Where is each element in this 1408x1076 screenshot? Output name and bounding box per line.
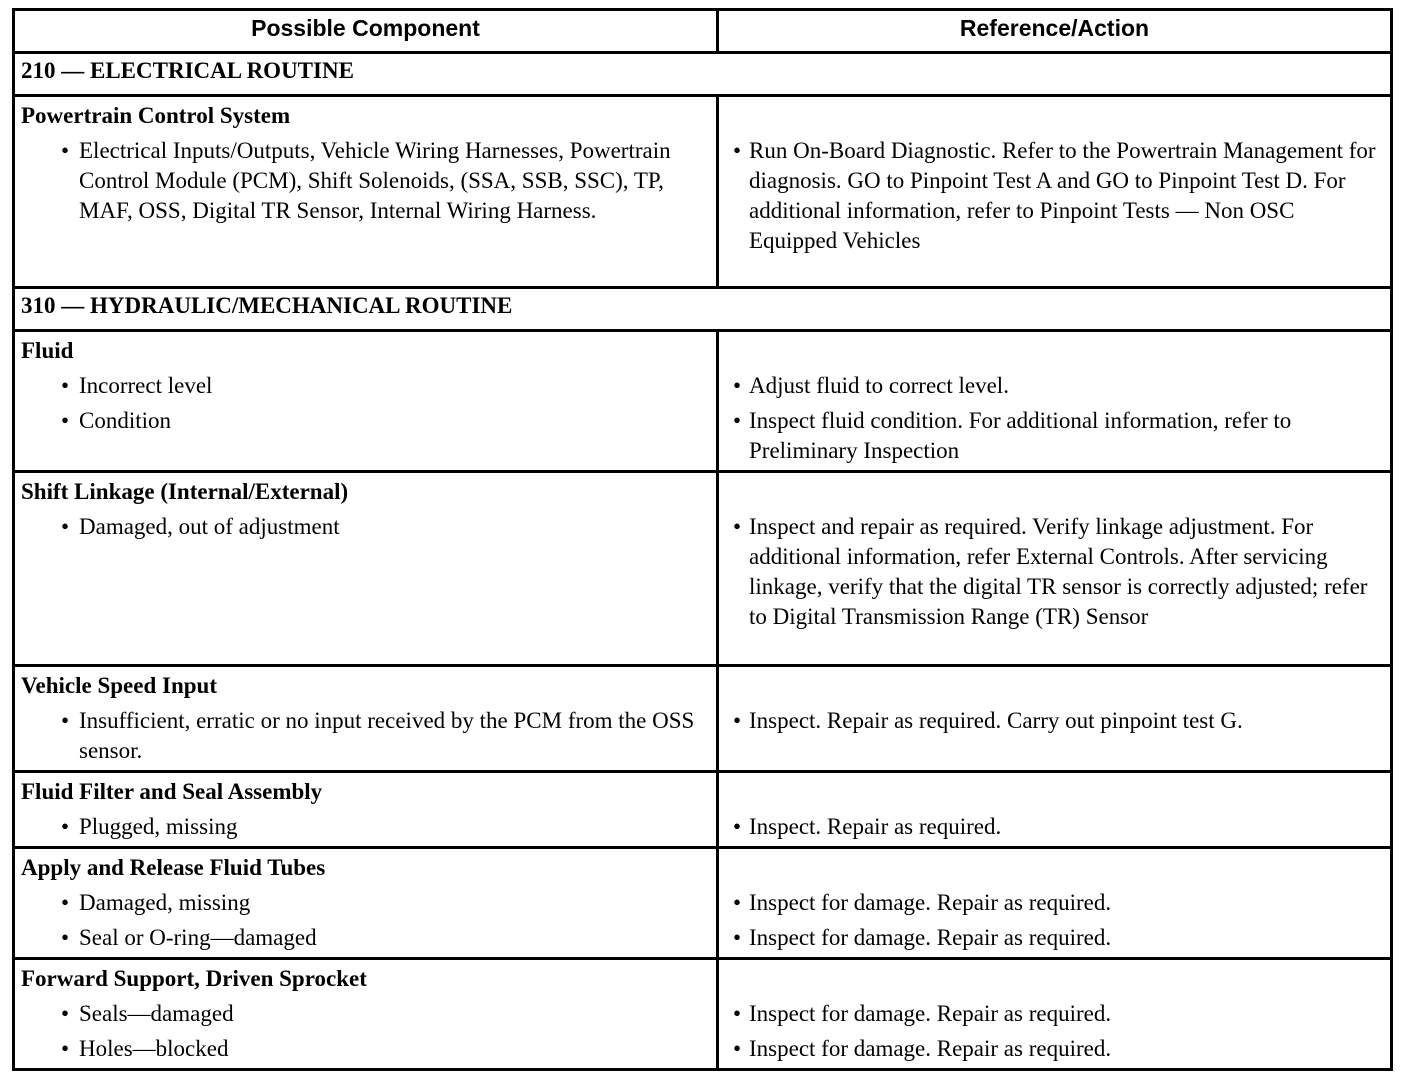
action-cell: [718, 959, 1392, 1070]
component-cell: [14, 959, 718, 1070]
action-item: • Run On-Board Diagnostic. Refer to the Powertrain Management for diagnosis. GO to Pinpoint Test A and GO to Pinpoint Test D. For additional information, refer to Pinpoint Tests — Non OSC Equipped Vehicles: [725, 136, 1384, 256]
action-cell: [718, 472, 1392, 666]
action-cell: [718, 96, 1392, 288]
component-item: • Plugged, missing: [21, 812, 710, 842]
component-title: Shift Linkage (Internal/External): [21, 479, 349, 504]
component-item: • Condition: [21, 406, 710, 436]
component-cell: [14, 96, 718, 288]
component-title: Apply and Release Fluid Tubes: [21, 855, 326, 880]
table-row: [14, 331, 1392, 472]
table-row: [14, 772, 1392, 848]
component-title: Forward Support, Driven Sprocket: [21, 966, 367, 991]
header-row: [14, 10, 1392, 53]
section-row-hydraulic: [14, 288, 1392, 331]
component-item: • Insufficient, erratic or no input received by the PCM from the OSS sensor.: [21, 706, 710, 766]
diagnosis-table: [12, 8, 1393, 1071]
action-item: • Inspect. Repair as required. Carry out pinpoint test G.: [725, 706, 1384, 736]
action-item: • Inspect for damage. Repair as required.: [725, 999, 1384, 1029]
action-cell: [718, 848, 1392, 959]
section-title-electrical: 210 — ELECTRICAL ROUTINE: [14, 53, 1392, 96]
component-cell: [14, 331, 718, 472]
action-cell: [718, 772, 1392, 848]
table-row: [14, 472, 1392, 666]
action-item: • Inspect for damage. Repair as required.: [725, 923, 1384, 953]
component-title: Fluid Filter and Seal Assembly: [21, 779, 323, 804]
component-item: • Seal or O-ring—damaged: [21, 923, 710, 953]
component-item: • Incorrect level: [21, 371, 710, 401]
section-title-hydraulic: 310 — HYDRAULIC/MECHANICAL ROUTINE: [14, 288, 1392, 331]
component-cell: [14, 848, 718, 959]
table-row: [14, 666, 1392, 772]
action-item: • Inspect for damage. Repair as required.: [725, 888, 1384, 918]
component-item: • Holes—blocked: [21, 1034, 710, 1064]
component-cell: [14, 472, 718, 666]
header-possible-component: Possible Component: [14, 10, 718, 53]
component-item: • Damaged, missing: [21, 888, 710, 918]
component-title: Vehicle Speed Input: [21, 673, 217, 698]
action-item: • Inspect fluid condition. For additional information, refer to Preliminary Inspection: [725, 406, 1384, 466]
component-item: • Seals—damaged: [21, 999, 710, 1029]
section-row-electrical: [14, 53, 1392, 96]
component-item: • Damaged, out of adjustment: [21, 512, 710, 542]
action-item: • Inspect. Repair as required.: [725, 812, 1384, 842]
action-item: • Adjust fluid to correct level.: [725, 371, 1384, 401]
action-item: • Inspect and repair as required. Verify linkage adjustment. For additional information, refer External Controls. After servicing linkage, verify that the digital TR sensor is correctly adjusted; refer to Digital Transmission Range (TR) Sensor: [725, 512, 1384, 632]
action-cell: [718, 331, 1392, 472]
component-item: • Electrical Inputs/Outputs, Vehicle Wiring Harnesses, Powertrain Control Module (PCM), Shift Solenoids, (SSA, SSB, SSC), TP, MAF, OSS, Digital TR Sensor, Internal Wiring Harness.: [21, 136, 710, 226]
table-row: [14, 959, 1392, 1070]
action-item: • Inspect for damage. Repair as required.: [725, 1034, 1384, 1064]
table-row: [14, 848, 1392, 959]
component-title: Powertrain Control System: [21, 103, 291, 128]
action-cell: [718, 666, 1392, 772]
table-row: [14, 96, 1392, 288]
header-reference-action: Reference/Action: [718, 10, 1392, 53]
component-cell: [14, 666, 718, 772]
component-title: Fluid: [21, 338, 74, 363]
component-cell: [14, 772, 718, 848]
